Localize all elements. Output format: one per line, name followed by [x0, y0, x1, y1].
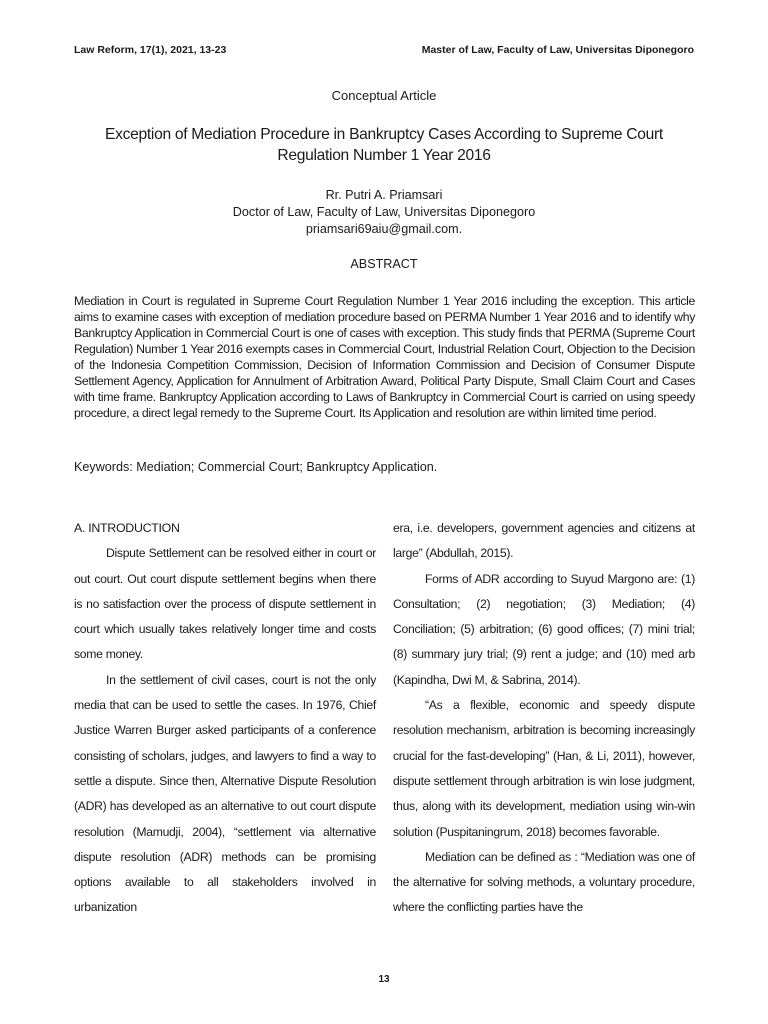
publisher-line: Master of Law, Faculty of Law, Universitas Diponegoro: [421, 44, 694, 56]
body-column-right: [393, 516, 695, 921]
page-number: 13: [378, 974, 390, 985]
body-paragraph: In the settlement of civil cases, court is not the only media that can be used to settle the cases. In 1976, Chief Justice Warren Burger asked participants of a conference consisting of scholars, judges, and lawyers to find a way to settle a dispute. Since then, Alternative Dispute Resolution (ADR) has developed as an alternative to out court dispute resolution (Mamudji, 2004), “settlement via alternative dispute resolution (ADR) methods can be promising options available to all stakeholders involved in urbanization: [74, 672, 376, 915]
body-paragraph: Mediation can be defined as : “Mediation was one of the alternative for solving methods, a voluntary procedure, where the conflicting parties have the: [393, 849, 695, 915]
running-header: [74, 44, 694, 60]
body-paragraph: Forms of ADR according to Suyud Margono are: (1) Consultation; (2) negotiation; (3) Mediation; (4) Conciliation; (5) arbitration; (6) good offices; (7) mini trial; (8) summary jury trial; (9) rent a judge; and (10) med arb (Kapindha, Dwi M, & Sabrina, 2014).: [393, 571, 695, 687]
body-paragraph: Dispute Settlement can be resolved either in court or out court. Out court dispute settlement begins when there is no satisfaction over the process of dispute settlement in court which usually takes relatively longer time and costs some money.: [74, 546, 376, 662]
author-block: [0, 187, 768, 238]
body-paragraph-continued: era, i.e. developers, government agencies and citizens at large” (Abdullah, 2015).: [393, 521, 695, 561]
journal-citation: Law Reform, 17(1), 2021, 13-23: [74, 44, 227, 56]
section-heading-introduction: A. INTRODUCTION: [74, 521, 180, 535]
author-email: priamsari69aiu@gmail.com.: [305, 222, 463, 236]
abstract-heading: ABSTRACT: [350, 257, 418, 271]
keywords: Keywords: Mediation; Commercial Court; Bankruptcy Application.: [74, 460, 438, 474]
author-affiliation: Doctor of Law, Faculty of Law, Universitas Diponegoro: [232, 205, 536, 219]
body-column-left: [74, 516, 376, 921]
abstract-text: Mediation in Court is regulated in Supreme Court Regulation Number 1 Year 2016 including the exception. This article aims to examine cases with exception of mediation procedure based on PERMA Number 1 Year 2016 and to identify why Bankruptcy Application in Commercial Court is one of cases with exception. This study finds that PERMA (Supreme Court Regulation) Number 1 Year 2016 exempts cases in Commercial Court, Industrial Relation Court, Objection to the Decision of the Indonesia Competition Commission, Decision of Information Commission and Decision of Consumer Dispute Settlement Agency, Application for Annulment of Arbitration Award, Political Party Dispute, Small Claim Court and Cases with time frame. Bankruptcy Application according to Laws of Bankruptcy in Commercial Court is carried on using speedy procedure, a direct legal remedy to the Supreme Court. Its Application and resolution are within limited time period.: [74, 294, 696, 420]
author-name: Rr. Putri A. Priamsari: [325, 188, 443, 202]
article-type: Conceptual Article: [331, 88, 437, 103]
paper-title: Exception of Mediation Procedure in Bankruptcy Cases According to Supreme Court Regulation Number 1 Year 2016: [105, 126, 663, 164]
body-paragraph: “As a flexible, economic and speedy dispute resolution mechanism, arbitration is becoming increasingly crucial for the fast-developing” (Han, & Li, 2011), however, dispute settlement through arbitration is win lose judgment, thus, along with its development, mediation using win-win solution (Puspitaningrum, 2018) becomes favorable.: [393, 698, 695, 839]
